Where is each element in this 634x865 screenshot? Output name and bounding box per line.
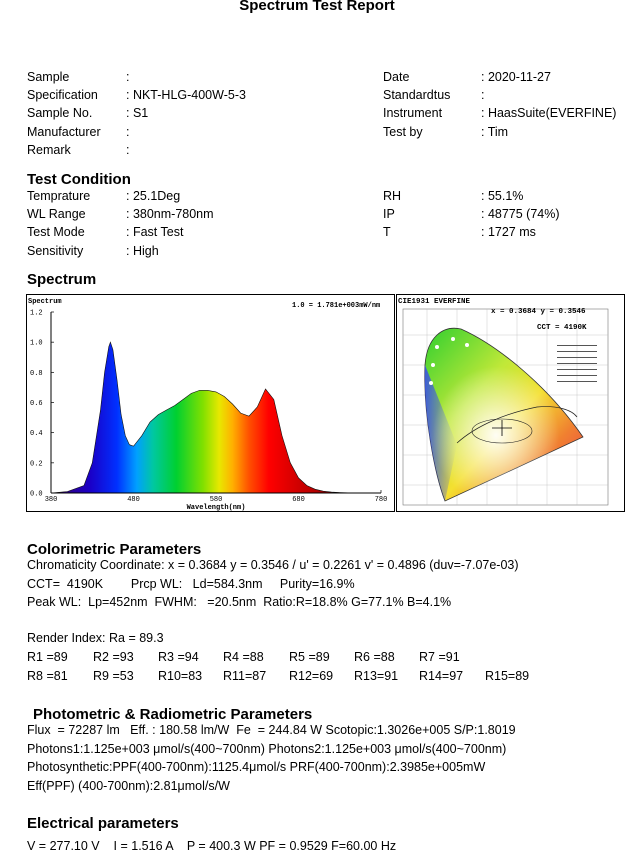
r15-value: R15=89 [485,669,530,683]
cond-value-ip: : 48775 (74%) [481,207,560,221]
cond-value-t: : 1727 ms [481,225,536,239]
y-tick-label: 0.6 [30,400,43,408]
cond-value-rh: : 55.1% [481,189,524,203]
y-tick-label: 0.0 [30,490,43,499]
info-label-sample-no: Sample No. [27,106,93,120]
cond-label-wl-range: WL Range [27,207,86,221]
photosynthetic-line: Photosynthetic:PPF(400-700nm):1125.4μmol/s PRF(400-700nm):2.3985e+005mW [27,760,486,774]
flux-line: Flux = 72287 lm Eff. : 180.58 lm/W Fe = 244.84 W Scotopic:1.3026e+005 S/P:1.8019 [27,723,516,737]
spectrum-area [51,342,381,493]
colorimetric-heading: Colorimetric Parameters [27,541,202,558]
r4-value: R4 =88 [223,650,264,664]
cie-cct: CCT = 4190K [537,324,587,332]
r13-value: R13=91 [354,669,399,683]
chromaticity-line: Chromaticity Coordinate: x = 0.3684 y = 0.3546 / u' = 0.2261 v' = 0.4896 (duv=-7.07e-03) [27,558,519,572]
r7-value: R7 =91 [419,650,460,664]
cond-label-sensitivity: Sensitivity [27,244,84,258]
electrical-line: V = 277.10 V I = 1.516 A P = 400.3 W PF = 0.9529 F=60.00 Hz [27,839,397,853]
cct-line: CCT= 4190K Prcp WL: Ld=584.3nm Purity=16.9% [27,577,355,591]
info-label-manufacturer: Manufacturer [27,125,101,139]
info-value-manufacturer: : [126,125,130,139]
info-label-standard: Standardtus [383,88,451,102]
cond-label-t: T [383,225,391,239]
render-index-line: Render Index: Ra = 89.3 [27,631,164,645]
y-tick-label: 0.4 [30,430,43,439]
cond-value-test-mode: : Fast Test [126,225,184,239]
r1-value: R1 =89 [27,650,68,664]
chart-title: Spectrum [28,298,62,306]
spectrum-chart [27,295,394,511]
cond-value-temperature: : 25.1Deg [126,189,181,203]
x-tick-label: 380 [44,496,58,504]
eff-ppf-line: Eff(PPF) (400-700nm):2.81μmol/s/W [27,779,230,793]
cond-label-rh: RH [383,189,402,203]
cie-diagram [397,295,624,511]
y-ticks [30,310,54,499]
info-value-instrument: : HaasSuite(EVERFINE) [481,106,617,120]
info-value-date: : 2020-11-27 [481,70,551,84]
cond-label-test-mode: Test Mode [27,225,85,239]
peak-wl-line: Peak WL: Lp=452nm FWHM: =20.5nm Ratio:R=18.8% G=77.1% B=4.1% [27,595,452,609]
info-value-remark: : [126,143,130,157]
x-tick-label: 680 [292,496,305,504]
r9-value: R9 =53 [93,669,134,683]
y-tick-label: 0.8 [30,369,43,378]
info-label-instrument: Instrument [383,106,443,120]
x-tick-label: 480 [127,496,140,504]
info-value-standard: : [481,88,485,102]
photons-line: Photons1:1.125e+003 μmol/s(400~700nm) Photons2:1.125e+003 μmol/s(400~700nm) [27,742,507,756]
r3-value: R3 =94 [158,650,199,664]
cond-label-temperature: Temprature [27,189,91,203]
info-label-sample: Sample [27,70,70,84]
cond-label-ip: IP [383,207,395,221]
electrical-heading: Electrical parameters [27,815,179,832]
r10-value: R10=83 [158,669,203,683]
r6-value: R6 =88 [354,650,395,664]
info-label-test-by: Test by [383,125,423,139]
y-tick-label: 1.0 [30,339,43,348]
report-title: Spectrum Test Report [239,0,395,14]
x-tick-label: 580 [209,496,223,504]
x-axis-label: Wavelength(nm) [186,504,246,511]
info-value-sample-no: : S1 [126,106,149,120]
info-value-specification: : NKT-HLG-400W-5-3 [126,88,246,102]
info-label-specification: Specification [27,88,98,102]
cond-value-wl-range: : 380nm-780nm [126,207,214,221]
r14-value: R14=97 [419,669,464,683]
spectrum-chart-panel [26,294,395,512]
r2-value: R2 =93 [93,650,134,664]
y-tick-label: 1.2 [30,309,43,318]
cie-title: CIE1931 EVERFINE [398,298,471,306]
y-tick-label: 0.2 [30,460,43,469]
cond-value-sensitivity: : High [126,244,159,258]
cie-xy: x = 0.3684 y = 0.3546 [491,308,586,316]
info-label-remark: Remark [27,143,71,157]
r8-value: R8 =81 [27,669,68,683]
info-label-date: Date [383,70,410,84]
chart-annotation: 1.0 = 1.781e+003mW/nm [292,302,381,310]
test-condition-heading: Test Condition [27,171,131,188]
r12-value: R12=69 [289,669,334,683]
info-value-sample: : [126,70,130,84]
photometric-heading: Photometric & Radiometric Parameters [33,706,313,723]
r5-value: R5 =89 [289,650,330,664]
spectrum-heading: Spectrum [27,271,97,288]
cie-diagram-panel [396,294,625,512]
x-tick-label: 780 [374,496,388,504]
r11-value: R11=87 [223,669,267,683]
info-value-test-by: : Tim [481,125,509,139]
